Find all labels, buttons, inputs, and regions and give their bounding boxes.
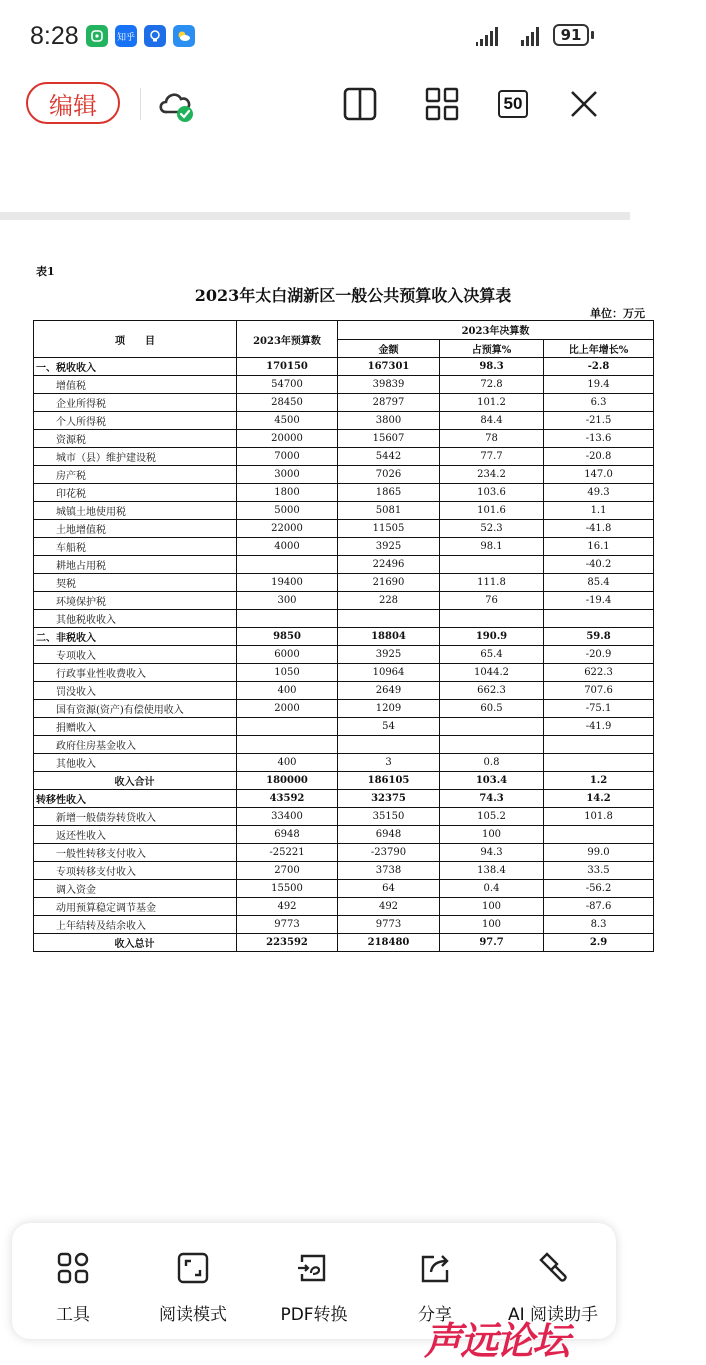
row-pct-budget: 72.8 [440,376,544,394]
table-row [34,790,654,808]
row-budget: 19400 [237,574,338,592]
row-amount: 1865 [338,484,440,502]
row-budget: 1800 [237,484,338,502]
row-name: 个人所得税 [34,412,237,430]
row-growth: 14.2 [544,790,654,808]
row-amount: 15607 [338,430,440,448]
table-row [34,808,654,826]
row-name: 二、非税收入 [34,628,237,646]
row-growth: 147.0 [544,466,654,484]
row-name: 资源税 [34,430,237,448]
row-budget: 54700 [237,376,338,394]
table-row [34,646,654,664]
header-item: 项 目 [34,321,237,358]
status-time: 8:28 [30,22,79,50]
row-budget: 43592 [237,790,338,808]
table-row [34,664,654,682]
row-growth: -87.6 [544,898,654,916]
table-row [34,574,654,592]
row-budget: 28450 [237,394,338,412]
table-row [34,430,654,448]
row-amount: 2649 [338,682,440,700]
unit-label: 单位：万元 [590,307,645,320]
row-budget: 4000 [237,538,338,556]
row-budget: 3000 [237,466,338,484]
row-name: 动用预算稳定调节基金 [34,898,237,916]
row-amount: 228 [338,592,440,610]
row-name: 专项转移支付收入 [34,862,237,880]
table-row [34,700,654,718]
row-pct-budget: 190.9 [440,628,544,646]
row-pct-budget: 97.7 [440,934,544,952]
row-budget: 20000 [237,430,338,448]
zhihu-icon-text: 知乎 [116,32,135,43]
table-row [34,754,654,772]
budget-table [33,320,630,950]
table-row [34,538,654,556]
zhihu-icon [115,25,137,47]
row-budget: 2000 [237,700,338,718]
row-pct-budget: 60.5 [440,700,544,718]
edit-button[interactable]: 编辑 [26,82,120,124]
table-row [34,934,654,952]
status-bar [0,0,630,70]
table-row [34,376,654,394]
row-growth: 59.8 [544,628,654,646]
row-amount: 3800 [338,412,440,430]
row-budget: 33400 [237,808,338,826]
row-amount: 167301 [338,358,440,376]
row-amount: 21690 [338,574,440,592]
row-name: 一、税收收入 [34,358,237,376]
row-growth: 33.5 [544,862,654,880]
row-amount: 64 [338,880,440,898]
row-pct-budget: 98.3 [440,358,544,376]
nav-pdf-convert[interactable] [259,1248,369,1325]
page-count: 50 [498,90,528,118]
row-name: 上年结转及结余收入 [34,916,237,934]
nav-share-label: 分享 [418,1305,452,1325]
row-name: 国有资源(资产)有偿使用收入 [34,700,237,718]
pdf-convert-icon [259,1248,369,1288]
row-pct-budget: 100 [440,826,544,844]
row-name: 专项收入 [34,646,237,664]
row-amount: 3925 [338,646,440,664]
row-budget: 9850 [237,628,338,646]
row-amount: 28797 [338,394,440,412]
row-pct-budget [440,736,544,754]
row-growth: -56.2 [544,880,654,898]
document-title: 2023年太白湖新区一般公共预算收入决算表 [194,286,512,305]
row-budget: 180000 [237,772,338,790]
table-row [34,736,654,754]
row-name: 其他收入 [34,754,237,772]
table-row [34,358,654,376]
row-amount: -23790 [338,844,440,862]
row-name: 收入总计 [34,934,237,952]
table-row [34,844,654,862]
top-toolbar [0,70,630,144]
row-pct-budget: 234.2 [440,466,544,484]
row-growth: -2.8 [544,358,654,376]
row-growth: 1.1 [544,502,654,520]
row-budget [237,736,338,754]
row-amount: 492 [338,898,440,916]
row-growth: -75.1 [544,700,654,718]
cloud-sync-icon[interactable] [157,84,197,124]
row-growth: -41.8 [544,520,654,538]
row-amount: 186105 [338,772,440,790]
nav-ai-assistant-label: AI 阅读助手 [507,1305,599,1325]
row-pct-budget: 0.4 [440,880,544,898]
table-row [34,394,654,412]
row-growth: -20.9 [544,646,654,664]
header-amount: 金额 [338,339,440,358]
row-budget [237,556,338,574]
table-body [34,358,654,952]
row-amount: 1209 [338,700,440,718]
miui-icon [86,25,108,47]
row-pct-budget: 101.2 [440,394,544,412]
header-pct-budget: 占预算% [440,339,544,358]
row-name: 车船税 [34,538,237,556]
row-budget: 9773 [237,916,338,934]
row-growth: 6.3 [544,394,654,412]
row-name: 城镇土地使用税 [34,502,237,520]
row-name: 转移性收入 [34,790,237,808]
row-budget: 4500 [237,412,338,430]
table-row [34,502,654,520]
row-pct-budget: 84.4 [440,412,544,430]
row-pct-budget [440,718,544,736]
row-name: 收入合计 [34,772,237,790]
row-amount: 9773 [338,916,440,934]
nav-read-mode[interactable] [138,1248,248,1325]
row-growth: 16.1 [544,538,654,556]
row-amount: 3925 [338,538,440,556]
table-row [34,412,654,430]
row-budget: 400 [237,754,338,772]
row-budget [237,610,338,628]
watermark-logo: 声远论坛 [424,1319,569,1363]
row-name: 捐赠收入 [34,718,237,736]
nav-tools-label: 工具 [56,1305,90,1325]
row-amount: 7026 [338,466,440,484]
row-pct-budget: 103.6 [440,484,544,502]
row-amount: 11505 [338,520,440,538]
table-row [34,898,654,916]
row-growth: 101.8 [544,808,654,826]
row-amount: 3738 [338,862,440,880]
row-name: 行政事业性收费收入 [34,664,237,682]
toolbar-divider [140,88,141,120]
row-amount [338,736,440,754]
row-pct-budget: 111.8 [440,574,544,592]
share-icon [380,1248,490,1288]
header-final: 2023年决算数 [338,321,654,340]
row-amount: 5442 [338,448,440,466]
table-row [34,880,654,898]
row-name: 返还性收入 [34,826,237,844]
signal-1-icon [476,26,498,46]
row-budget: 1050 [237,664,338,682]
row-pct-budget: 0.8 [440,754,544,772]
grid-view-icon[interactable] [422,84,462,124]
page-count-button[interactable] [493,84,533,124]
row-pct-budget: 103.4 [440,772,544,790]
table-row [34,466,654,484]
row-name: 印花税 [34,484,237,502]
split-view-icon[interactable] [340,84,380,124]
row-budget: 15500 [237,880,338,898]
row-amount: 18804 [338,628,440,646]
row-growth: -20.8 [544,448,654,466]
row-growth: -41.9 [544,718,654,736]
table-row [34,628,654,646]
row-budget: 492 [237,898,338,916]
row-amount: 10964 [338,664,440,682]
table-row [34,718,654,736]
row-growth [544,736,654,754]
row-budget: 300 [237,592,338,610]
table-label: 表1 [36,265,55,278]
row-growth [544,754,654,772]
row-budget [237,718,338,736]
row-growth: 8.3 [544,916,654,934]
row-amount: 39839 [338,376,440,394]
table-row [34,610,654,628]
row-pct-budget: 76 [440,592,544,610]
row-amount: 5081 [338,502,440,520]
row-pct-budget: 77.7 [440,448,544,466]
row-growth: 707.6 [544,682,654,700]
row-pct-budget: 100 [440,898,544,916]
nav-pdf-convert-label: PDF转换 [280,1305,348,1325]
row-name: 增值税 [34,376,237,394]
row-amount: 35150 [338,808,440,826]
row-growth: -40.2 [544,556,654,574]
row-pct-budget: 98.1 [440,538,544,556]
row-name: 耕地占用税 [34,556,237,574]
row-growth: 85.4 [544,574,654,592]
row-growth [544,610,654,628]
row-budget: 2700 [237,862,338,880]
row-growth: -21.5 [544,412,654,430]
row-amount [338,610,440,628]
row-budget: 223592 [237,934,338,952]
header-budget: 2023年预算数 [237,321,338,358]
page-separator [0,212,630,220]
row-name: 企业所得税 [34,394,237,412]
battery-indicator: 91 [553,24,589,46]
table-row [34,556,654,574]
row-budget: 400 [237,682,338,700]
row-pct-budget: 65.4 [440,646,544,664]
row-pct-budget: 662.3 [440,682,544,700]
row-amount: 218480 [338,934,440,952]
table-row [34,862,654,880]
row-amount: 22496 [338,556,440,574]
row-pct-budget [440,610,544,628]
lightbulb-icon [144,25,166,47]
row-growth [544,826,654,844]
close-icon[interactable] [564,84,604,124]
weather-icon [173,25,195,47]
row-name: 土地增值税 [34,520,237,538]
row-name: 环境保护税 [34,592,237,610]
row-pct-budget: 100 [440,916,544,934]
row-name: 调入资金 [34,880,237,898]
row-amount: 54 [338,718,440,736]
row-growth: 99.0 [544,844,654,862]
tools-icon [18,1248,128,1288]
row-budget: 22000 [237,520,338,538]
row-pct-budget: 78 [440,430,544,448]
table-row [34,484,654,502]
row-growth: 19.4 [544,376,654,394]
table-row [34,520,654,538]
read-mode-icon [138,1248,248,1288]
row-budget: -25221 [237,844,338,862]
row-budget: 6948 [237,826,338,844]
row-budget: 7000 [237,448,338,466]
table-row [34,448,654,466]
row-growth: -19.4 [544,592,654,610]
row-growth: -13.6 [544,430,654,448]
row-growth: 1.2 [544,772,654,790]
row-growth: 2.9 [544,934,654,952]
table-row [34,592,654,610]
nav-tools[interactable] [18,1248,128,1325]
table-row [34,826,654,844]
ai-assistant-icon [498,1248,608,1288]
row-pct-budget: 74.3 [440,790,544,808]
row-pct-budget: 138.4 [440,862,544,880]
row-pct-budget: 1044.2 [440,664,544,682]
row-amount: 32375 [338,790,440,808]
nav-read-mode-label: 阅读模式 [159,1305,227,1325]
table-row [34,916,654,934]
battery-tip [591,31,594,39]
row-pct-budget [440,556,544,574]
row-name: 罚没收入 [34,682,237,700]
row-pct-budget: 52.3 [440,520,544,538]
header-growth: 比上年增长% [544,339,654,358]
row-pct-budget: 94.3 [440,844,544,862]
table-row [34,772,654,790]
row-growth: 49.3 [544,484,654,502]
row-name: 房产税 [34,466,237,484]
row-growth: 622.3 [544,664,654,682]
row-name: 一般性转移支付收入 [34,844,237,862]
row-amount: 6948 [338,826,440,844]
row-name: 契税 [34,574,237,592]
row-pct-budget: 101.6 [440,502,544,520]
signal-2-icon [521,26,539,46]
row-budget: 6000 [237,646,338,664]
row-name: 新增一般债券转贷收入 [34,808,237,826]
row-amount: 3 [338,754,440,772]
row-budget: 5000 [237,502,338,520]
row-budget: 170150 [237,358,338,376]
row-name: 政府住房基金收入 [34,736,237,754]
row-pct-budget: 105.2 [440,808,544,826]
table-row [34,682,654,700]
row-name: 城市（县）维护建设税 [34,448,237,466]
row-name: 其他税收收入 [34,610,237,628]
